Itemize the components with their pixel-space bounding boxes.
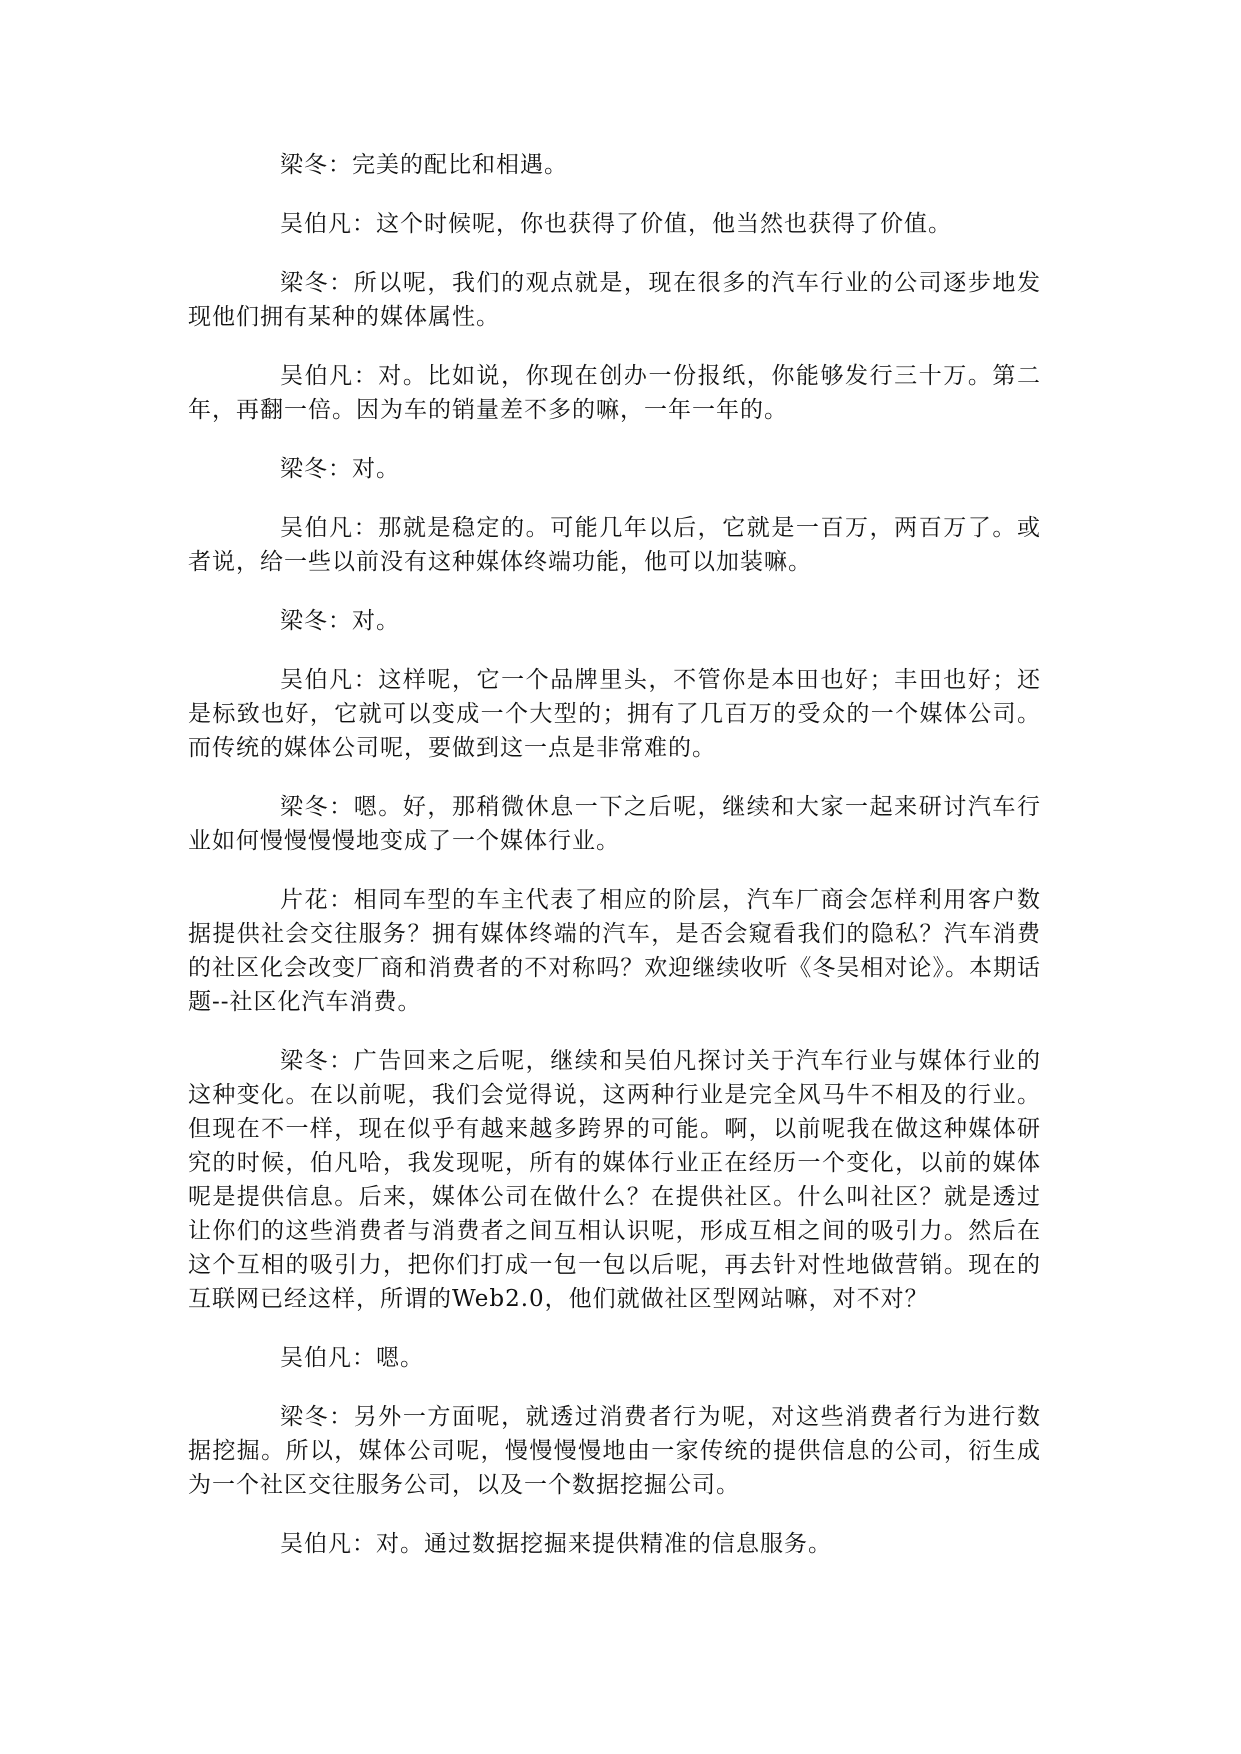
- dialogue-paragraph: 梁冬：所以呢，我们的观点就是，现在很多的汽车行业的公司逐步地发现他们拥有某种的媒体属性。: [188, 270, 1041, 330]
- interlude-paragraph: 片花：相同车型的车主代表了相应的阶层，汽车厂商会怎样利用客户数据提供社会交往服务？拥有媒体终端的汽车，是否会窥看我们的隐私？汽车消费的社区化会改变厂商和消费者的不对称吗？欢迎继续收听《冬吴相对论》。本期话题--社区化汽车消费。: [188, 887, 1041, 1015]
- dialogue-paragraph: 梁冬：对。: [280, 456, 400, 482]
- dialogue-paragraph: 梁冬：广告回来之后呢，继续和吴伯凡探讨关于汽车行业与媒体行业的这种变化。在以前呢，我们会觉得说，这两种行业是完全风马牛不相及的行业。但现在不一样，现在似乎有越来越多跨界的可能。啊，以前呢我在做这种媒体研究的时候，伯凡哈，我发现呢，所有的媒体行业正在经历一个变化，以前的媒体呢是提供信息。后来，媒体公司在做什么？在提供社区。什么叫社区？就是透过让你们的这些消费者与消费者之间互相认识呢，形成互相之间的吸引力。然后在这个互相的吸引力，把你们打成一包一包以后呢，再去针对性地做营销。现在的互联网已经这样，所谓的Web2.0，他们就做社区型网站嘛，对不对？: [188, 1048, 1041, 1312]
- dialogue-paragraph: 吴伯凡：这样呢，它一个品牌里头，不管你是本田也好；丰田也好；还是标致也好，它就可以变成一个大型的；拥有了几百万的受众的一个媒体公司。而传统的媒体公司呢，要做到这一点是非常难的。: [188, 667, 1041, 761]
- dialogue-paragraph: 梁冬：另外一方面呢，就透过消费者行为呢，对这些消费者行为进行数据挖掘。所以，媒体公司呢，慢慢慢慢地由一家传统的提供信息的公司，衍生成为一个社区交往服务公司，以及一个数据挖掘公司。: [188, 1404, 1041, 1498]
- dialogue-paragraph: 梁冬：嗯。好，那稍微休息一下之后呢，继续和大家一起来研讨汽车行业如何慢慢慢慢地变成了一个媒体行业。: [188, 794, 1041, 854]
- dialogue-paragraph: 梁冬：完美的配比和相遇。: [280, 152, 568, 178]
- dialogue-paragraph: 吴伯凡：对。通过数据挖掘来提供精准的信息服务。: [280, 1531, 832, 1557]
- dialogue-paragraph: 吴伯凡：嗯。: [280, 1345, 424, 1371]
- dialogue-paragraph: 梁冬：对。: [280, 608, 400, 634]
- dialogue-paragraph: 吴伯凡：对。比如说，你现在创办一份报纸，你能够发行三十万。第二年，再翻一倍。因为车的销量差不多的嘛，一年一年的。: [188, 363, 1041, 423]
- dialogue-paragraph: 吴伯凡：那就是稳定的。可能几年以后，它就是一百万，两百万了。或者说，给一些以前没有这种媒体终端功能，他可以加装嘛。: [188, 515, 1041, 575]
- dialogue-paragraph: 吴伯凡：这个时候呢，你也获得了价值，他当然也获得了价值。: [280, 211, 952, 237]
